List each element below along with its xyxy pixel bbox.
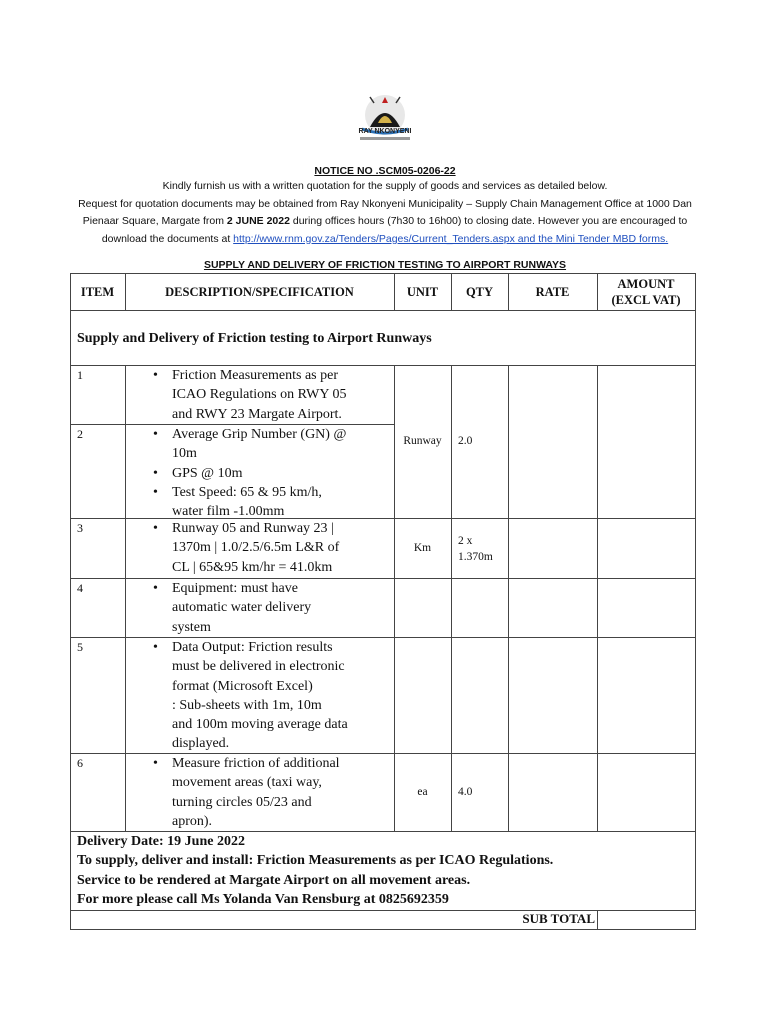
bullet-icon: • [153, 581, 158, 596]
subtotal-value[interactable] [598, 911, 695, 929]
list-item [125, 483, 395, 502]
intro-line-2: Request for quotation documents may be obtained from Ray Nkonyeni Municipality – Supply Chain Management Office at 1000 Dan [78, 197, 692, 210]
list-item [125, 638, 395, 657]
list-item [125, 519, 395, 538]
desc-line: Data Output: Friction results [172, 640, 333, 655]
desc-line: Average Grip Number (GN) @ [172, 427, 347, 442]
desc-line: displayed. [172, 736, 230, 752]
desc-line: must be delivered in electronic [172, 659, 345, 675]
header-amount-line-1: AMOUNT [617, 277, 675, 291]
delivery-date: Delivery Date: 19 June 2022 [77, 834, 245, 849]
footer-line: Service to be rendered at Margate Airport on all movement areas. [77, 872, 471, 888]
intro-line-3 [30, 213, 740, 231]
desc-line: 10m [172, 446, 197, 462]
logo-underline [360, 137, 410, 140]
intro-paragraph [30, 178, 740, 248]
header-qty: QTY [465, 285, 494, 299]
header-unit: UNIT [406, 285, 439, 299]
desc-line: automatic water delivery [172, 600, 312, 616]
item-number: 4 [77, 581, 83, 595]
list-item [125, 579, 395, 598]
desc-line: apron). [172, 813, 213, 829]
desc-line: 1370m | 1.0/2.5/6.5m L&R of [172, 540, 340, 556]
notice-title: NOTICE NO .SCM05-0206-22 [314, 165, 456, 177]
desc-line: Equipment: must have [172, 581, 298, 596]
bullet-icon: • [153, 640, 158, 655]
desc-line: movement areas (taxi way, [172, 775, 322, 791]
desc-line: Test Speed: 65 & 95 km/h, [172, 484, 322, 500]
bullet-icon: • [153, 756, 158, 771]
hline [70, 929, 696, 930]
unit-cell: Km [413, 542, 432, 554]
intro-line-4-a: download the documents at [101, 232, 234, 245]
desc-line: ICAO Regulations on RWY 05 [172, 387, 347, 403]
start-date: 2 JUNE 2022 [226, 215, 290, 227]
unit-cell: Runway [403, 435, 442, 447]
desc-line: : Sub-sheets with 1m, 10m [172, 697, 322, 713]
desc-line: format (Microsoft Excel) [172, 678, 313, 694]
desc-line: and RWY 23 Margate Airport. [172, 406, 342, 422]
intro-line-1: Kindly furnish us with a written quotation for the supply of goods and services as detailed below. [162, 180, 608, 192]
bullet-icon: • [153, 427, 158, 442]
header-description: DESCRIPTION/SPECIFICATION [165, 285, 354, 299]
bullet-icon: • [153, 465, 158, 481]
unit-cell: ea [417, 786, 428, 798]
logo-text: RAY NKONYENI [358, 128, 412, 135]
item-number: 2 [77, 427, 83, 441]
logo-emblem-icon [352, 93, 418, 143]
row-4-description [125, 579, 395, 637]
desc-line: turning circles 05/23 and [172, 794, 312, 810]
desc-line: Friction Measurements as per [172, 368, 339, 383]
row-2-description [125, 425, 395, 521]
vline [451, 365, 452, 831]
qty-line-1: 2 x [458, 535, 473, 547]
intro-line-3-a: Pienaar Square, Margate from [82, 215, 227, 227]
row-3-description [125, 519, 395, 577]
list-item [125, 464, 395, 483]
qty-cell: 4.0 [458, 786, 473, 798]
desc-line: Runway 05 and Runway 23 | [172, 521, 334, 536]
list-item [125, 366, 395, 385]
qty-line-2: 1.370m [458, 551, 493, 563]
row-6-description [125, 754, 395, 831]
hline [70, 310, 696, 311]
subtotal-label: SUB TOTAL [522, 911, 595, 926]
header-amount-line-2: (EXCL VAT) [611, 293, 681, 307]
vline [508, 365, 509, 831]
intro-line-4 [30, 231, 740, 249]
contact-line: For more please call Ms Yolanda Van Rensburg at 0825692359 [77, 891, 449, 907]
desc-line: Measure friction of additional [172, 756, 340, 771]
header-rate: RATE [535, 285, 570, 299]
desc-line: water film -1.00mm [172, 504, 285, 520]
item-number: 1 [77, 368, 83, 382]
bullet-icon: • [153, 368, 158, 383]
qty-cell: 2.0 [458, 435, 473, 447]
desc-line: CL | 65&95 km/hr = 41.0km [172, 559, 333, 575]
item-number: 5 [77, 640, 83, 654]
list-item [125, 425, 395, 444]
footer-notes [77, 832, 692, 909]
vline [695, 273, 696, 930]
bullet-icon: • [153, 484, 158, 500]
vline [70, 273, 71, 930]
desc-line: and 100m moving average data [172, 717, 348, 733]
desc-line: GPS @ 10m [172, 465, 243, 481]
qty-cell [458, 533, 493, 565]
footer-line: To supply, deliver and install: Friction Measurements as per ICAO Regulations. [77, 853, 554, 869]
header-amount [597, 276, 695, 308]
bullet-icon: • [153, 521, 158, 536]
intro-line-3-c: during offices hours (7h30 to 16h00) to closing date. However you are encouraged to [289, 215, 688, 227]
row-5-description [125, 638, 395, 754]
table-title: SUPPLY AND DELIVERY OF FRICTION TESTING TO AIRPORT RUNWAYS [203, 259, 567, 271]
hline [70, 273, 696, 274]
tenders-link[interactable]: http://www.rnm.gov.za/Tenders/Pages/Current_Tenders.aspx and the Mini Tender MBD forms. [233, 232, 669, 245]
desc-line: system [172, 619, 211, 635]
section-title: Supply and Delivery of Friction testing to Airport Runways [77, 331, 432, 346]
item-number: 6 [77, 756, 83, 770]
header-item: ITEM [80, 285, 115, 299]
list-item [125, 754, 395, 773]
vline [597, 365, 598, 831]
item-number: 3 [77, 521, 83, 535]
row-1-description [125, 366, 395, 424]
